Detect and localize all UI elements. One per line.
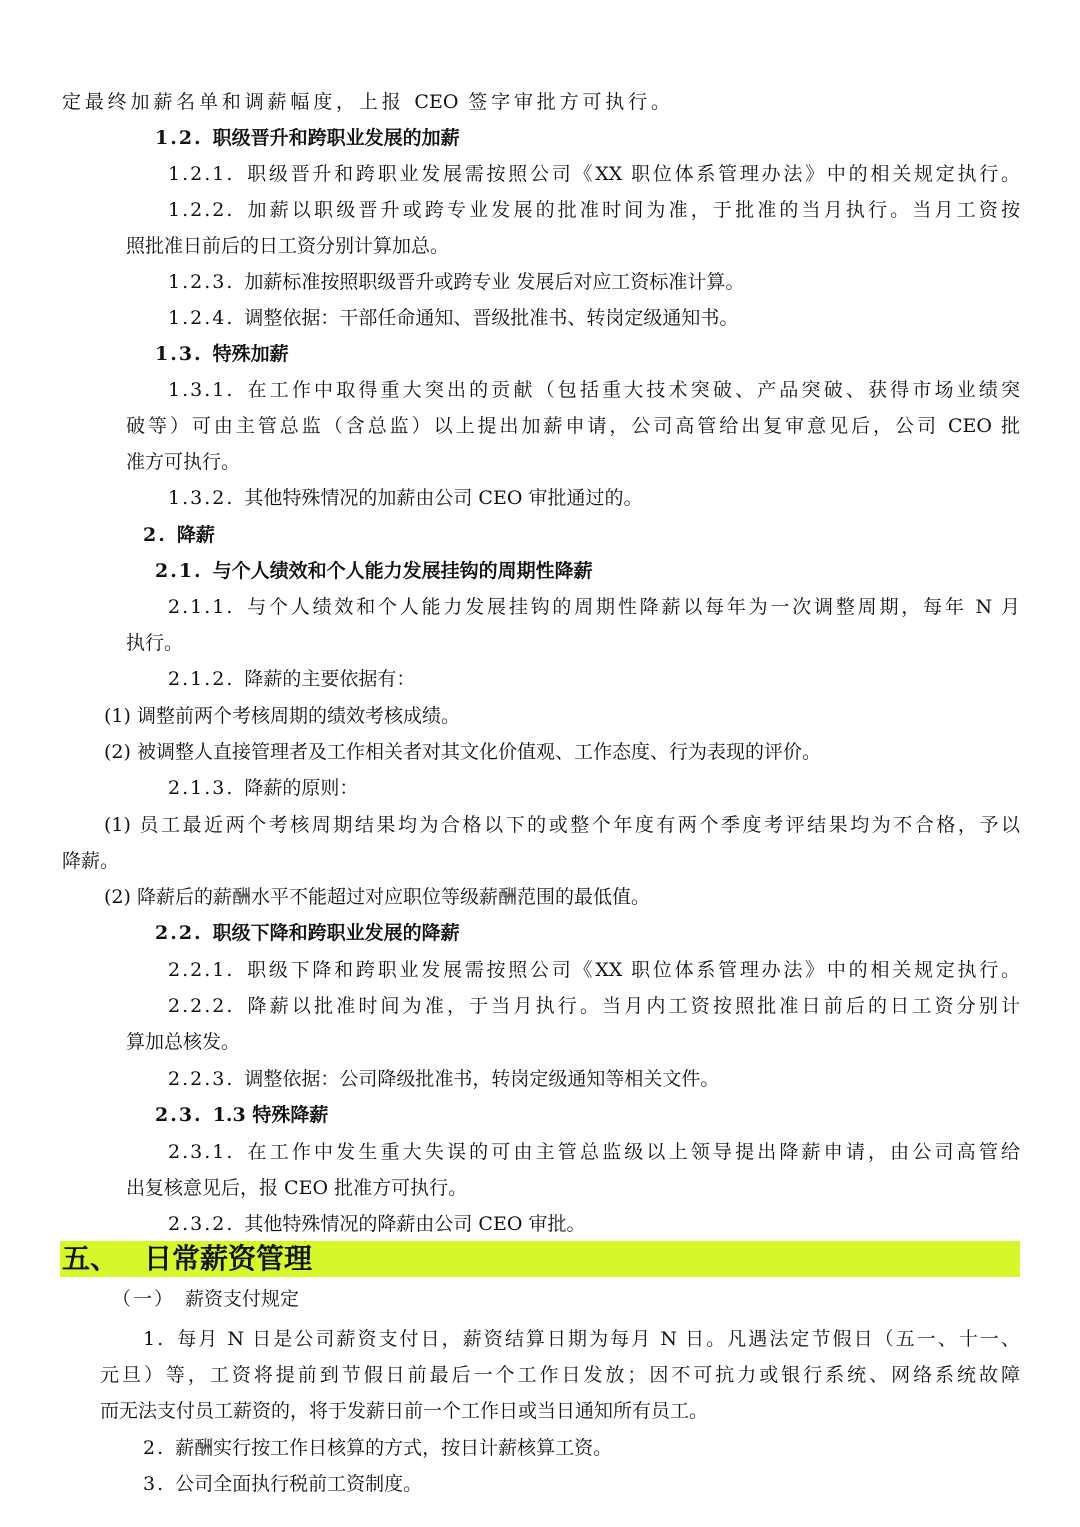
list-item-continuation: 降薪。 <box>62 850 120 872</box>
list-item: (1) 员工最近两个考核周期结果均为合格以下的或整个年度有两个季度考评结果均为不合格，予以 <box>104 814 1020 836</box>
clause-continuation: 算加总核发。 <box>126 1031 241 1053</box>
payment-rule-1: 1. 每月 N 日是公司薪资支付日，薪资结算日期为每月 N 日。凡遇法定节假日（五一、十一、 <box>143 1328 1020 1350</box>
clause-continuation: 破等）可由主管总监（含总监）以上提出加薪申请，公司高管给出复审意见后，公司 CEO 批 <box>126 415 1020 437</box>
clause-2-3-2: 2.3.2. 其他特殊情况的降薪由公司 CEO 审批。 <box>168 1213 586 1235</box>
clause-2-3-1: 2.3.1. 在工作中发生重大失误的可由主管总监级以上领导提出降薪申请，由公司高管给 <box>168 1141 1020 1163</box>
paragraph-line: 定最终加薪名单和调薪幅度，上报 CEO 签字审批方可执行。 <box>62 91 670 113</box>
subsection-heading-1-2: 1.2. 职级晋升和跨职业发展的加薪 <box>155 127 460 149</box>
clause-2-1-1: 2.1.1. 与个人绩效和个人能力发展挂钩的周期性降薪以每年为一次调整周期，每年 N 月 <box>168 596 1020 618</box>
payment-rule-continuation: 而无法支付员工薪资的，将于发薪日前一个工作日或当日通知所有员工。 <box>100 1400 709 1422</box>
clause-2-1-2: 2.1.2. 降薪的主要依据有： <box>168 668 416 690</box>
subsection-heading-2-1: 2.1. 与个人绩效和个人能力发展挂钩的周期性降薪 <box>155 560 593 582</box>
list-item: (2) 降薪后的薪酬水平不能超过对应职位等级薪酬范围的最低值。 <box>104 886 650 908</box>
section-heading-2: 2. 降薪 <box>143 524 215 546</box>
list-item: (2) 被调整人直接管理者及工作相关者对其文化价值观、工作态度、行为表现的评价。 <box>104 741 821 763</box>
clause-1-3-1: 1.3.1. 在工作中取得重大突出的贡献（包括重大技术突破、产品突破、获得市场业绩突 <box>168 379 1020 401</box>
clause-continuation: 出复核意见后，报 CEO 批准方可执行。 <box>126 1177 468 1199</box>
clause-2-2-1: 2.2.1. 职级下降和跨职业发展需按照公司《XX 职位体系管理办法》中的相关规定执行。 <box>168 959 1020 981</box>
subsection-heading-1-3: 1.3. 特殊加薪 <box>155 343 289 365</box>
section-heading-5: 五、 日常薪资管理 <box>62 1242 313 1275</box>
clause-continuation: 照批准日前后的日工资分别计算加总。 <box>126 235 450 257</box>
payment-rule-continuation: 元旦）等，工资将提前到节假日前最后一个工作日发放；因不可抗力或银行系统、网络系统故障 <box>100 1364 1020 1386</box>
clause-1-2-3: 1.2.3. 加薪标准按照职级晋升或跨专业 发展后对应工资标准计算。 <box>168 271 745 293</box>
clause-continuation: 执行。 <box>126 632 184 654</box>
sub-heading: （一） 薪资支付规定 <box>112 1288 300 1310</box>
clause-2-1-3: 2.1.3. 降薪的原则： <box>168 777 359 799</box>
payment-rule-3: 3. 公司全面执行税前工资制度。 <box>143 1473 423 1495</box>
list-item: (1) 调整前两个考核周期的绩效考核成绩。 <box>104 705 460 727</box>
clause-2-2-2: 2.2.2. 降薪以批准时间为准，于当月执行。当月内工资按照批准日前后的日工资分别计 <box>168 995 1020 1017</box>
clause-1-2-4: 1.2.4. 调整依据：干部任命通知、晋级批准书、转岗定级通知书。 <box>168 307 739 329</box>
clause-continuation: 准方可执行。 <box>126 451 241 473</box>
clause-1-2-2: 1.2.2. 加薪以职级晋升或跨专业发展的批准时间为准，于批准的当月执行。当月工资按 <box>168 199 1020 221</box>
clause-1-3-2: 1.3.2. 其他特殊情况的加薪由公司 CEO 审批通过的。 <box>168 487 643 509</box>
clause-1-2-1: 1.2.1. 职级晋升和跨职业发展需按照公司《XX 职位体系管理办法》中的相关规定执行。 <box>168 163 1020 185</box>
subsection-heading-2-2: 2.2. 职级下降和跨职业发展的降薪 <box>155 922 460 944</box>
subsection-heading-2-3: 2.3. 1.3 特殊降薪 <box>155 1104 329 1126</box>
payment-rule-2: 2. 薪酬实行按工作日核算的方式，按日计薪核算工资。 <box>143 1437 613 1459</box>
clause-2-2-3: 2.2.3. 调整依据：公司降级批准书，转岗定级通知等相关文件。 <box>168 1068 720 1090</box>
